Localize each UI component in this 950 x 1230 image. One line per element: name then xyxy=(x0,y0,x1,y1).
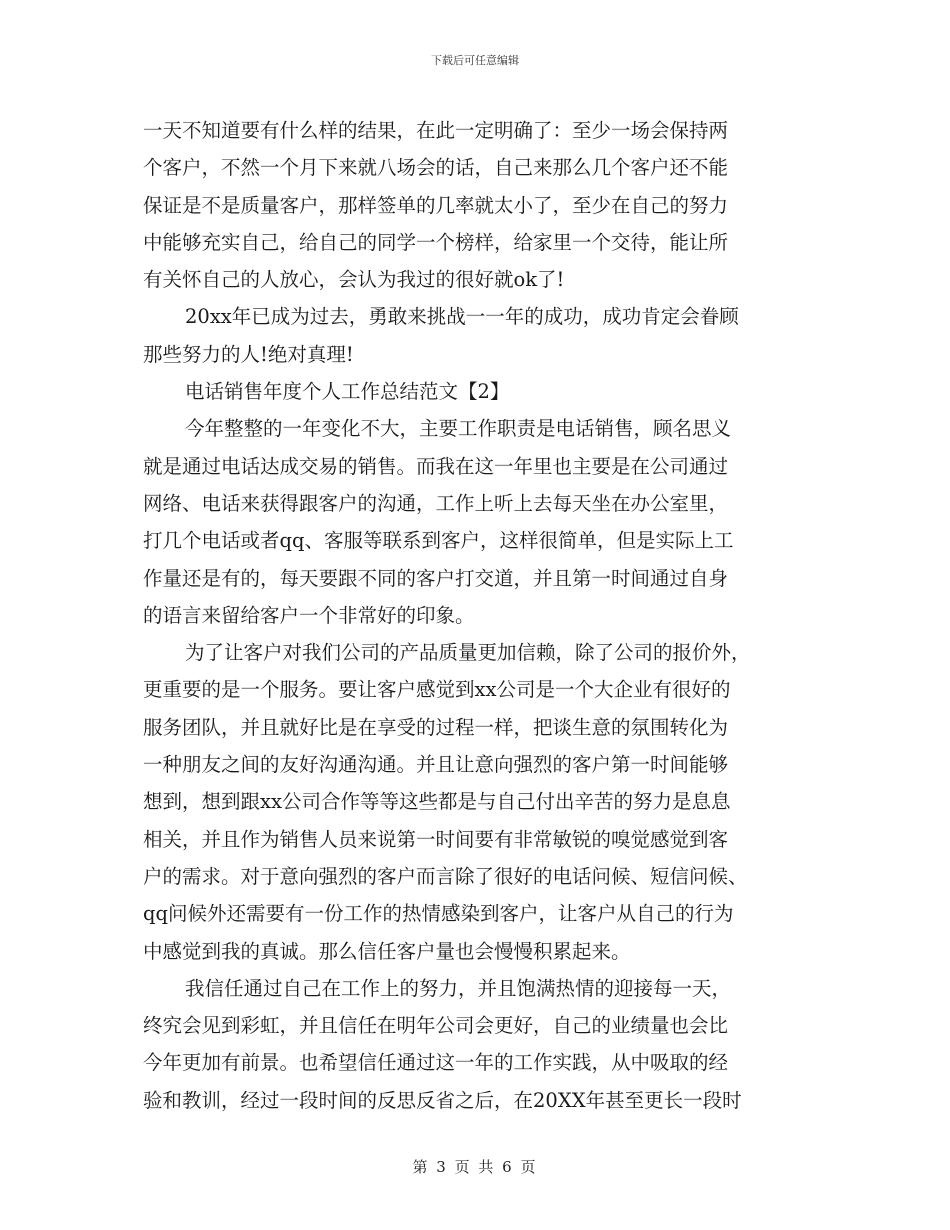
text-line: 服务团队，并且就好比是在享受的过程一样，把谈生意的氛围转化为 xyxy=(143,715,729,739)
text-line: 为了让客户对我们公司的产品质量更加信赖，除了公司的报价外， xyxy=(185,641,751,665)
text-line: 一种朋友之间的友好沟通沟通。并且让意向强烈的客户第一时间能够 xyxy=(143,753,729,777)
text-line: 今年整整的一年变化不大，主要工作职责是电话销售，顾名思义 xyxy=(185,417,732,441)
text-line: 打几个电话或者qq、客服等联系到客户，这样很简单，但是实际上工 xyxy=(143,529,734,553)
page-header: 下载后可任意编辑 xyxy=(431,54,519,67)
text-line: 户的需求。对于意向强烈的客户而言除了很好的电话问候、短信问候、 xyxy=(143,864,748,888)
text-line: 更重要的是一个服务。要让客户感觉到xx公司是一个大企业有很好的 xyxy=(143,678,731,702)
text-line: 有关怀自己的人放心，会认为我过的很好就ok了! xyxy=(143,268,565,292)
text-line: 终究会见到彩虹，并且信任在明年公司会更好，自己的业绩量也会比 xyxy=(143,1014,729,1038)
text-line: 一天不知道要有什么样的结果，在此一定明确了：至少一场会保持两 xyxy=(143,119,729,142)
text-line: 那些努力的人!绝对真理! xyxy=(143,342,354,366)
text-line: 就是通过电话达成交易的销售。而我在这一年里也主要是在公司通过 xyxy=(143,454,729,478)
text-line: 20xx年已成为过去，勇敢来挑战一一年的成功，成功肯定会眷顾 xyxy=(185,305,739,329)
text-line: 验和教训，经过一段时间的反思反省之后，在20XX年甚至更长一段时 xyxy=(143,1088,742,1112)
text-line: 电话销售年度个人工作总结范文【2】 xyxy=(185,380,510,404)
document-body xyxy=(143,112,808,1119)
text-line: 相关，并且作为销售人员来说第一时间要有非常敏锐的嗅觉感觉到客 xyxy=(143,827,729,851)
text-line: 保证是不是质量客户，那样签单的几率就太小了，至少在自己的努力 xyxy=(143,193,729,217)
text-line: 中能够充实自己，给自己的同学一个榜样，给家里一个交待，能让所 xyxy=(143,230,729,254)
page-footer: 第 3 页 共 6 页 xyxy=(412,1158,538,1176)
text-line: 今年更加有前景。也希望信任通过这一年的工作实践，从中吸取的经 xyxy=(143,1051,729,1075)
text-line: 中感觉到我的真诚。那么信任客户量也会慢慢积累起来。 xyxy=(143,939,631,963)
text-line: 想到，想到跟xx公司合作等等这些都是与自己付出辛苦的努力是息息 xyxy=(143,790,731,814)
text-line: qq问候外还需要有一份工作的热情感染到客户，让客户从自己的行为 xyxy=(143,902,734,926)
text-line: 的语言来留给客户一个非常好的印象。 xyxy=(143,603,475,627)
text-line: 个客户，不然一个月下来就八场会的话，自己来那么几个客户还不能 xyxy=(143,156,729,180)
text-line: 我信任通过自己在工作上的努力，并且饱满热情的迎接每一天， xyxy=(185,976,732,1000)
text-line: 作量还是有的，每天要跟不同的客户打交道，并且第一时间通过自身 xyxy=(143,566,729,590)
text-line: 网络、电话来获得跟客户的沟通，工作上听上去每天坐在办公室里， xyxy=(143,491,729,515)
